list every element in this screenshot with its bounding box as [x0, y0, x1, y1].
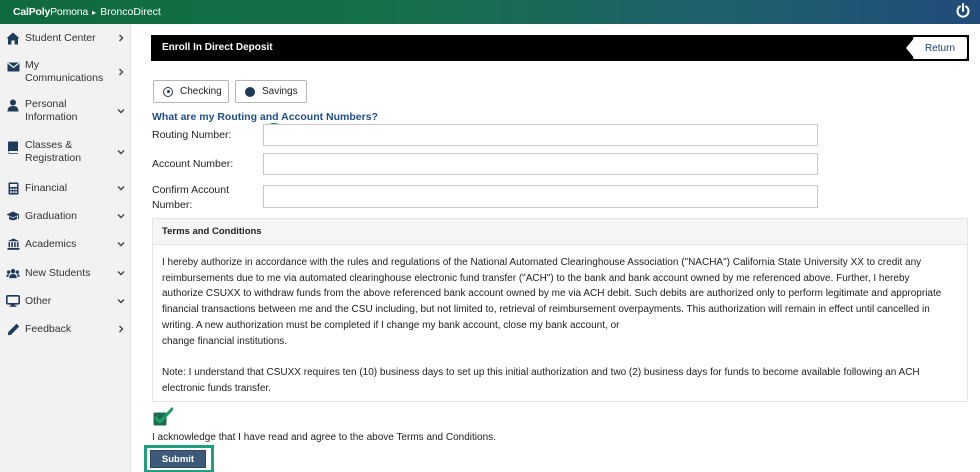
power-icon[interactable] [955, 3, 971, 19]
sidebar-item-classes-registration[interactable] [0, 139, 131, 165]
graduation-cap-icon [6, 209, 20, 223]
terms-body [153, 245, 967, 396]
sidebar-item-label: Academics [25, 237, 77, 250]
submit-button[interactable]: Submit [150, 450, 206, 468]
main-content [131, 24, 980, 472]
radio-unselected-icon [163, 87, 173, 97]
terms-paragraph: I hereby authorize in accordance with the rules and regulations of the National Automated Clearinghouse Association ("NACHA") California State University XX to credit any reimbursements due to me via automated clearinghouse electronic fund transfer ("ACH") to the bank and bank account owned by me referenced above. Further, I hereby authorize CSUXX to withdraw funds from the above referenced bank account owned by me via ACH debit. Such debits are authorized only to perform legitimate and appropriate financial transactions between me and the CSU including, but not limited to, retrieval of reimbursement overpayments. This authorization will remain in effect until cancelled in writing. A new authorization must be completed if I change my bank account, close my bank account, or change financial institutions. [162, 257, 942, 347]
sidebar-item-my-communications[interactable] [0, 59, 131, 85]
home-icon [6, 31, 20, 45]
confirm-account-number-label: Confirm Account Number: [152, 184, 230, 211]
routing-number-input[interactable] [263, 124, 818, 146]
confirm-account-number-input[interactable] [263, 185, 818, 208]
sidebar-item-label: Student Center [25, 31, 96, 44]
chevron-right-icon [117, 325, 125, 333]
sidebar-item-financial[interactable] [0, 180, 131, 196]
sidebar-item-label: Other [25, 294, 52, 307]
routing-help-link[interactable]: What are my Routing and Account Numbers? [152, 111, 378, 123]
acknowledge-checkbox[interactable] [153, 407, 173, 427]
sidebar-item-graduation[interactable] [0, 208, 131, 224]
institution-icon [6, 237, 20, 251]
chevron-down-icon [117, 269, 125, 277]
radio-selected-icon [245, 87, 255, 97]
account-number-label: Account Number: [152, 158, 234, 170]
chevron-down-icon [117, 297, 125, 305]
return-button[interactable]: Return [913, 37, 967, 59]
sidebar-item-other[interactable] [0, 293, 131, 309]
chevron-right-icon [117, 68, 125, 76]
chevron-down-icon [117, 148, 125, 156]
sidebar-item-student-center[interactable] [0, 30, 131, 46]
terms-note: Note: I understand that CSUXX requires ten (10) business days to set up this initial authorization and two (2) business days for funds to become available following an ACH electronic funds transfer. [162, 366, 920, 394]
envelope-icon [6, 60, 20, 74]
chevron-down-icon [117, 184, 125, 192]
page-header [151, 35, 969, 61]
sidebar-item-label: My Communications [25, 59, 104, 84]
app-name: BroncoDirect [100, 6, 161, 18]
account-number-input[interactable] [263, 153, 818, 175]
sidebar-item-new-students[interactable] [0, 265, 131, 281]
sidebar-item-academics[interactable] [0, 236, 131, 252]
acknowledge-label: I acknowledge that I have read and agree to the above Terms and Conditions. [152, 432, 496, 443]
user-icon [6, 98, 20, 112]
sidebar-item-label: New Students [25, 266, 91, 279]
pencil-icon [6, 322, 20, 336]
page-title: Enroll In Direct Deposit [162, 42, 273, 53]
sidebar [0, 24, 131, 472]
sidebar-item-feedback[interactable] [0, 321, 131, 337]
university-logo-text: CalPolyPomona [13, 6, 89, 18]
chevron-down-icon [117, 107, 125, 115]
chevron-down-icon [117, 212, 125, 220]
savings-label: Savings [262, 86, 298, 97]
terms-panel [152, 218, 968, 402]
sidebar-item-label: Classes & Registration [25, 139, 82, 164]
submit-highlight [144, 445, 214, 472]
monitor-icon [6, 294, 20, 308]
book-icon [6, 140, 20, 154]
sidebar-item-label: Financial [25, 181, 68, 194]
users-icon [6, 266, 20, 280]
checking-label: Checking [180, 86, 222, 97]
routing-number-label: Routing Number: [152, 129, 232, 141]
sidebar-item-label: Personal Information [25, 98, 78, 123]
chevron-right-icon [117, 34, 125, 42]
breadcrumb-separator: ▸ [92, 7, 97, 17]
brand[interactable] [13, 6, 161, 18]
checking-option[interactable] [153, 80, 229, 103]
top-bar [0, 0, 980, 24]
sidebar-item-label: Feedback [25, 322, 72, 335]
terms-heading: Terms and Conditions [153, 219, 967, 245]
calculator-icon [6, 181, 20, 195]
sidebar-item-label: Graduation [25, 209, 77, 222]
sidebar-item-personal-information[interactable] [0, 98, 131, 124]
savings-option[interactable] [235, 80, 307, 103]
chevron-down-icon [117, 240, 125, 248]
